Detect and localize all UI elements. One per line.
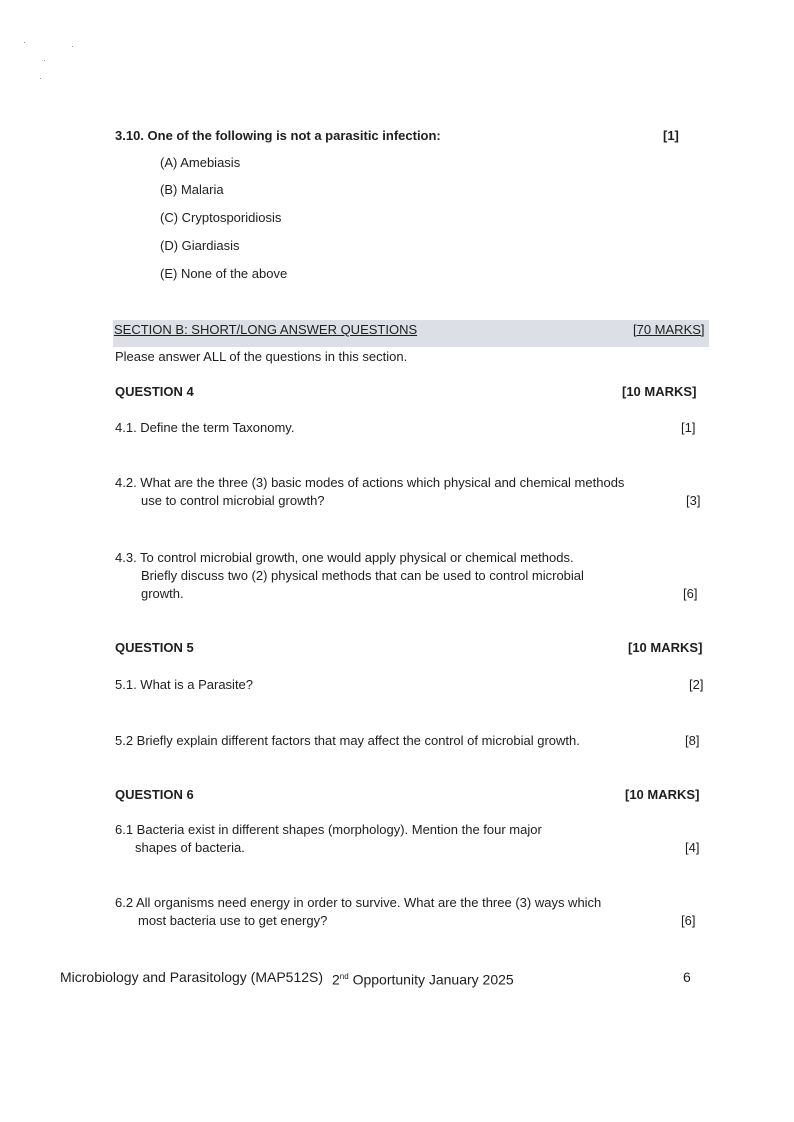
option-c: (C) Cryptosporidiosis (160, 210, 282, 225)
question-4-1: 4.1. Define the term Taxonomy. (115, 420, 295, 435)
option-a: (A) Amebiasis (160, 155, 241, 170)
question-3-10: 3.10. One of the following is not a parasitic infection: (115, 128, 441, 143)
marks: [1] (663, 128, 679, 143)
page-number: 6 (683, 969, 691, 985)
question-5-title: QUESTION 5 (115, 640, 194, 655)
question-6-2: 6.2 All organisms need energy in order to survive. What are the three (3) ways which (115, 895, 602, 910)
question-4-3: 4.3. To control microbial growth, one would apply physical or chemical methods. (115, 550, 574, 565)
question-4-3-cont: Briefly discuss two (2) physical methods that can be used to control microbial (141, 568, 584, 583)
question-4-title: QUESTION 4 (115, 384, 194, 399)
question-4-2: 4.2. What are the three (3) basic modes of actions which physical and chemical methods (115, 475, 625, 490)
marks: [1] (681, 420, 696, 435)
question-4-3-cont: growth. (141, 586, 184, 601)
marks: [6] (681, 913, 696, 928)
section-instruction: Please answer ALL of the questions in this section. (115, 349, 408, 364)
question-5-2: 5.2 Briefly explain different factors that may affect the control of microbial growth. (115, 733, 580, 748)
marks: [6] (683, 586, 698, 601)
question-6-title: QUESTION 6 (115, 787, 194, 802)
footer-course: Microbiology and Parasitology (MAP512S) (60, 969, 324, 985)
option-e: (E) None of the above (160, 266, 288, 281)
section-b-title: SECTION B: SHORT/LONG ANSWER QUESTIONS (114, 322, 418, 337)
marks: [3] (686, 493, 701, 508)
footer-opportunity (332, 969, 514, 988)
marks: [10 MARKS] (625, 787, 700, 802)
section-b-marks: [70 MARKS] (633, 322, 705, 337)
marks: [4] (685, 840, 700, 855)
question-6-1: 6.1 Bacteria exist in different shapes (morphology). Mention the four major (115, 822, 542, 837)
marks: [10 MARKS] (622, 384, 697, 399)
question-6-1-cont: shapes of bacteria. (135, 840, 245, 855)
footer-opp-text: Opportunity January 2025 (348, 971, 514, 988)
footer-opp-number: 2 (332, 971, 340, 988)
question-6-2-cont: most bacteria use to get energy? (138, 913, 328, 928)
footer-opp-suffix: nd (339, 972, 349, 981)
scan-speck (40, 78, 41, 79)
scan-speck (44, 60, 45, 61)
scan-speck (24, 42, 25, 43)
question-4-2-cont: use to control microbial growth? (141, 493, 325, 508)
marks: [8] (685, 733, 700, 748)
scan-speck (72, 46, 73, 47)
option-d: (D) Giardiasis (160, 238, 240, 253)
option-b: (B) Malaria (160, 182, 224, 197)
marks: [10 MARKS] (628, 640, 703, 655)
question-5-1: 5.1. What is a Parasite? (115, 677, 254, 692)
marks: [2] (689, 677, 704, 692)
